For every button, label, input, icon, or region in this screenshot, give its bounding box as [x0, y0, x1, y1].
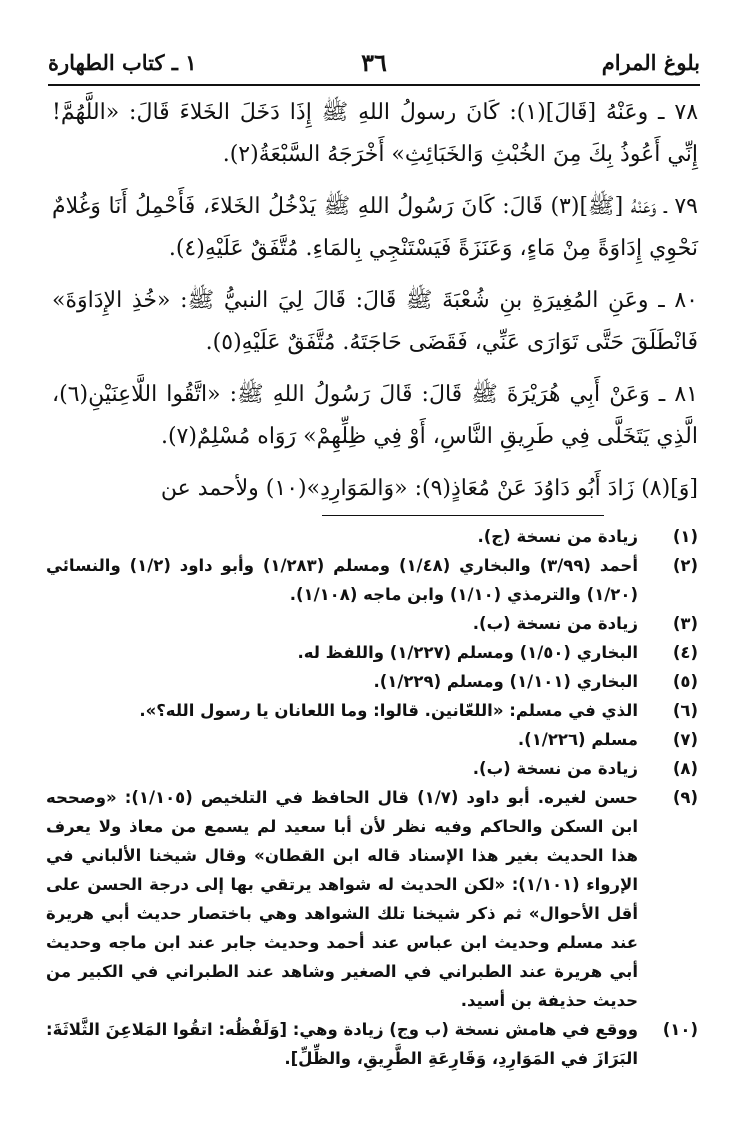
footnote-number: (٨) — [672, 759, 698, 778]
footnote-number: (٣) — [672, 614, 698, 633]
footnote — [46, 696, 698, 725]
footnote-number: (١٠) — [662, 1020, 698, 1039]
footnote — [46, 1015, 698, 1073]
footnote-text: البخاري (١/٥٠) ومسلم (١/٢٢٧) واللفظ له. — [297, 643, 638, 662]
footnote-number: (٦) — [672, 701, 698, 720]
footnotes — [46, 522, 698, 1073]
footnote-text: حسن لغيره. أبو داود (١/٧) قال الحافظ في التلخيص (١/١٠٥): «وصححه ابن السكن والحاكم وفيه نظر لأن أبا سعيد لم يسمع من معاذ ولا يعرف هذا الحديث بغير هذا الإسناد قاله ابن القطان» وقال شيخنا الألباني في الإرواء (١/١٠١): «لكن الحديث له شواهد يرتقي بها إلى درجة الحسن على أقل الأحوال» ثم ذكر شيخنا تلك الشواهد وهي باختصار حديث أبي هريرة عند مسلم وحديث ابن عباس عند أحمد وحديث جابر عند ابن ماجه وحديث أبي هريرة عند الطبراني في الصغير وشاهد عند الطبراني في الكبير من حديث حذيفة بن أسيد. — [46, 788, 638, 1010]
footnote — [46, 638, 698, 667]
footnote — [46, 522, 698, 551]
footnote-text: زيادة من نسخة (ب). — [472, 614, 638, 633]
footnote — [46, 667, 698, 696]
footnote — [46, 754, 698, 783]
hadith-81: ٨١ ـ وَعَنْ أَبِي هُرَيْرَةَ ﷺ قَالَ: قَالَ رَسُولُ اللهِ ﷺ: «اتَّقُوا اللَّاعِنَيْنِ(٦)، الَّذِي يَتَخَلَّى فِي طَرِيقِ النَّاسِ، أَوْ فِي ظِلِّهِمْ» رَوَاه مُسْلِمٌ(٧). — [52, 382, 698, 449]
footnote-number: (٩) — [672, 788, 698, 807]
main-text — [52, 92, 698, 520]
footnote — [46, 609, 698, 638]
footnote-text: زيادة من نسخة (ج). — [477, 527, 638, 546]
footnote-text: زيادة من نسخة (ب). — [472, 759, 638, 778]
footnote — [46, 551, 698, 609]
footnote-separator — [322, 515, 604, 516]
hadith-80: ٨٠ ـ وعَنِ المُغِيرَةِ بنِ شُعْبَةَ ﷺ قَالَ: قَالَ لِيَ النبيُّ ﷺ: «خُذِ الإِدَاوَةَ» فَانْطَلَقَ حَتَّى تَوَارَى عَنِّي، فَقَضَى حَاجَتَهُ. مُتَّفَقٌ عَلَيْهِ(٥). — [52, 288, 698, 355]
footnote-text: الذي في مسلم: «اللعّانين. قالوا: وما اللعانان يا رسول الله؟». — [139, 701, 638, 720]
footnote-text: أحمد (٣/٩٩) والبخاري (١/٤٨) ومسلم (١/٢٨٣) وأبو داود (١/٢) والنسائي (١/٢٠) والترمذي (١/١٠) وابن ماجه (١/١٠٨). — [46, 556, 638, 604]
book-title: بلوغ المرام — [601, 50, 700, 75]
page-number: ٣٦ — [361, 48, 387, 77]
footnote-text: البخاري (١/١٠١) ومسلم (١/٢٢٩). — [373, 672, 638, 691]
header-rule — [48, 84, 700, 86]
footnote-number: (٥) — [672, 672, 698, 691]
footnote-number: (٧) — [672, 730, 698, 749]
footnote-text: مسلم (١/٢٢٦). — [517, 730, 638, 749]
hadith-81-addition: [وَ](٨) زَادَ أَبُو دَاوُدَ عَنْ مُعَاذٍ(٩): «وَالمَوَارِدِ»(١٠) ولأحمد عن — [160, 476, 698, 501]
footnote-number: (٤) — [672, 643, 698, 662]
footnote-number: (٢) — [672, 556, 698, 575]
hadith-78: ٧٨ ـ وعَنْهُ [قَالَ](١): كَانَ رسولُ اللهِ ﷺ إِذَا دَخَلَ الخَلاءَ قَالَ: «اللَّهُمَّ! إِنِّي أَعُوذُ بِكَ مِنَ الخُبْثِ وَالخَبَائِثِ» أَخْرَجَهُ السَّبْعَةُ(٢). — [52, 100, 699, 167]
footnote-text: ووقع في هامش نسخة (ب وج) زيادة وهي: [وَلَفْظُه: اتقُوا المَلاعِنَ الثَّلاثَةَ: البَرَازَ في المَوَارِدِ، وَقَارِعَةِ الطَّرِيقِ، والظِّلِّ]. — [46, 1020, 638, 1068]
footnote-number: (١) — [672, 527, 698, 546]
footnote — [46, 725, 698, 754]
footnote — [46, 783, 698, 1015]
page-header — [48, 44, 700, 84]
chapter-title: ١ ـ كتاب الطهارة — [48, 50, 197, 75]
hadith-79: ٧٩ ـ وَعَنْهُ [ﷺ](٣) قَالَ: كَانَ رَسُولُ اللهِ ﷺ يَدْخُلُ الخَلاءَ، فَأَحْمِلُ أَنَا وَغُلامٌ نَحْوِي إِدَاوَةً مِنْ مَاءٍ، وَعَنَزَةً فَيَسْتَنْجِي بِالمَاءِ. مُتَّفَقٌ عَلَيْهِ(٤). — [52, 194, 698, 261]
